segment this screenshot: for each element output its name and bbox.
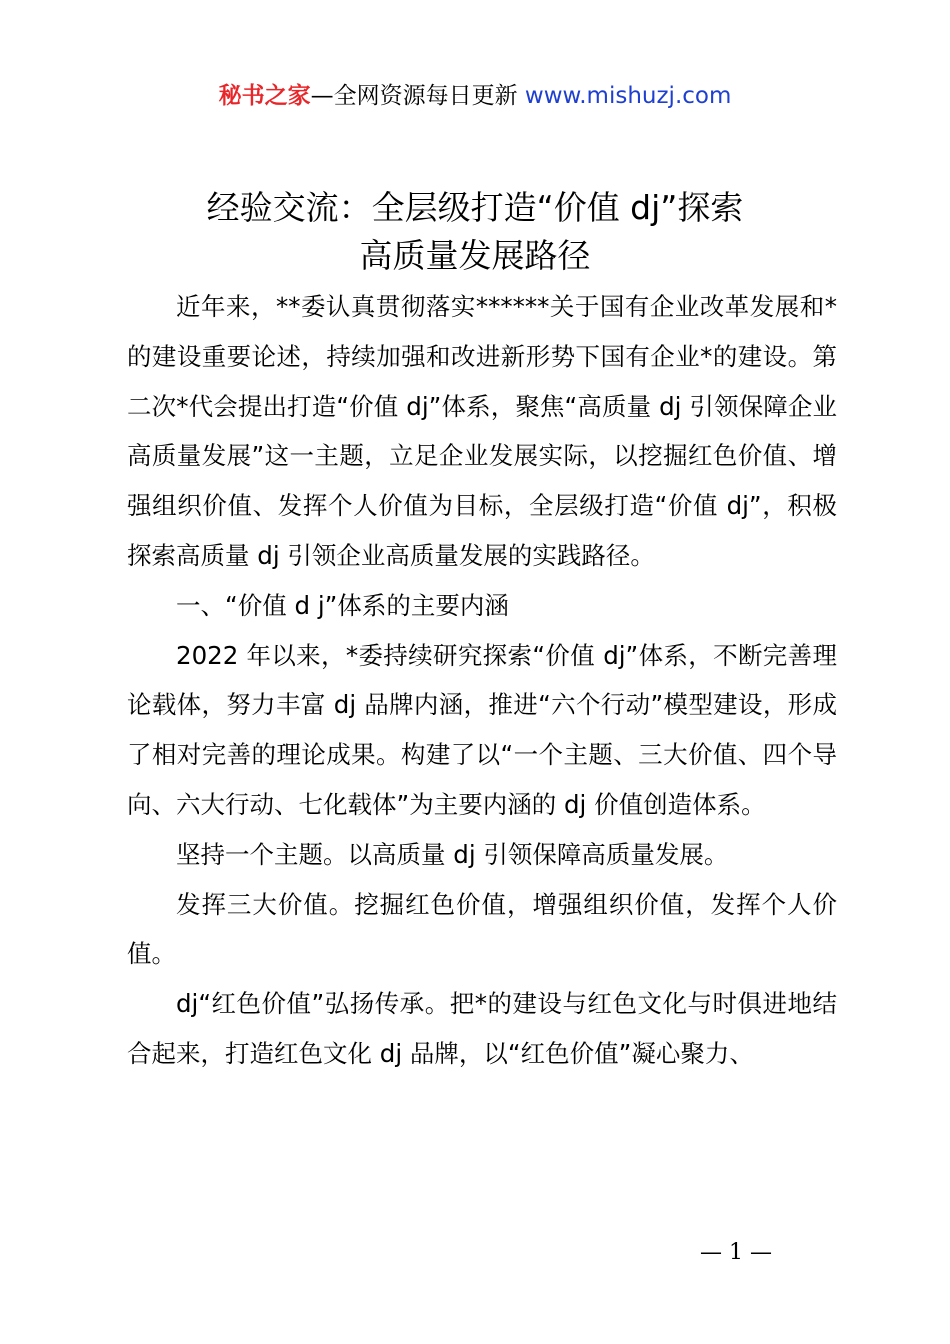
paragraph-system-overview: 2022 年以来，*委持续研究探索“价值 dj”体系，不断完善理论载体，努力丰富 dj 品牌内涵，推进“六个行动”模型建设，形成了相对完善的理论成果。构建了以“一个主题、三大价值、四个导向、六大行动、七化载体”为主要内涵的 dj 价值创造体系。 [127, 640, 837, 819]
document-body [127, 282, 837, 1079]
paragraph-red-value: dj“红色价值”弘扬传承。把*的建设与红色文化与时俱进地结合起来，打造红色文化 dj 品牌，以“红色价值”凝心聚力、 [127, 989, 837, 1068]
site-tagline: —全网资源每日更新 [310, 83, 525, 109]
document-title [0, 184, 950, 280]
paragraph-intro: 近年来，**委认真贯彻落实******关于国有企业改革发展和*的建设重要论述，持续加强和改进新形势下国有企业*的建设。第二次*代会提出打造“价值 dj”体系，聚焦“高质量 dj 引领保障企业高质量发展”这一主题，立足企业发展实际，以挖掘红色价值、增强组织价值、发挥个人价值为目标，全层级打造“价值 dj”，积极探索高质量 dj 引领企业高质量发展的实践路径。 [127, 292, 837, 570]
paragraph-three-values: 发挥三大价值。挖掘红色价值，增强组织价值，发挥个人价值。 [127, 889, 837, 969]
title-line-1: 经验交流：全层级打造“价值 dj”探索 [206, 188, 744, 227]
site-brand: 秘书之家 [218, 83, 311, 109]
section-heading-1: 一、“价值 d j”体系的主要内涵 [176, 590, 509, 620]
title-line-2: 高质量发展路径 [359, 236, 591, 275]
site-url-link[interactable]: www.mishuzj.com [524, 83, 732, 109]
site-header [0, 80, 950, 112]
page-number: — 1 — [700, 1240, 772, 1265]
paragraph-one-theme: 坚持一个主题。以高质量 dj 引领保障高质量发展。 [176, 839, 729, 869]
